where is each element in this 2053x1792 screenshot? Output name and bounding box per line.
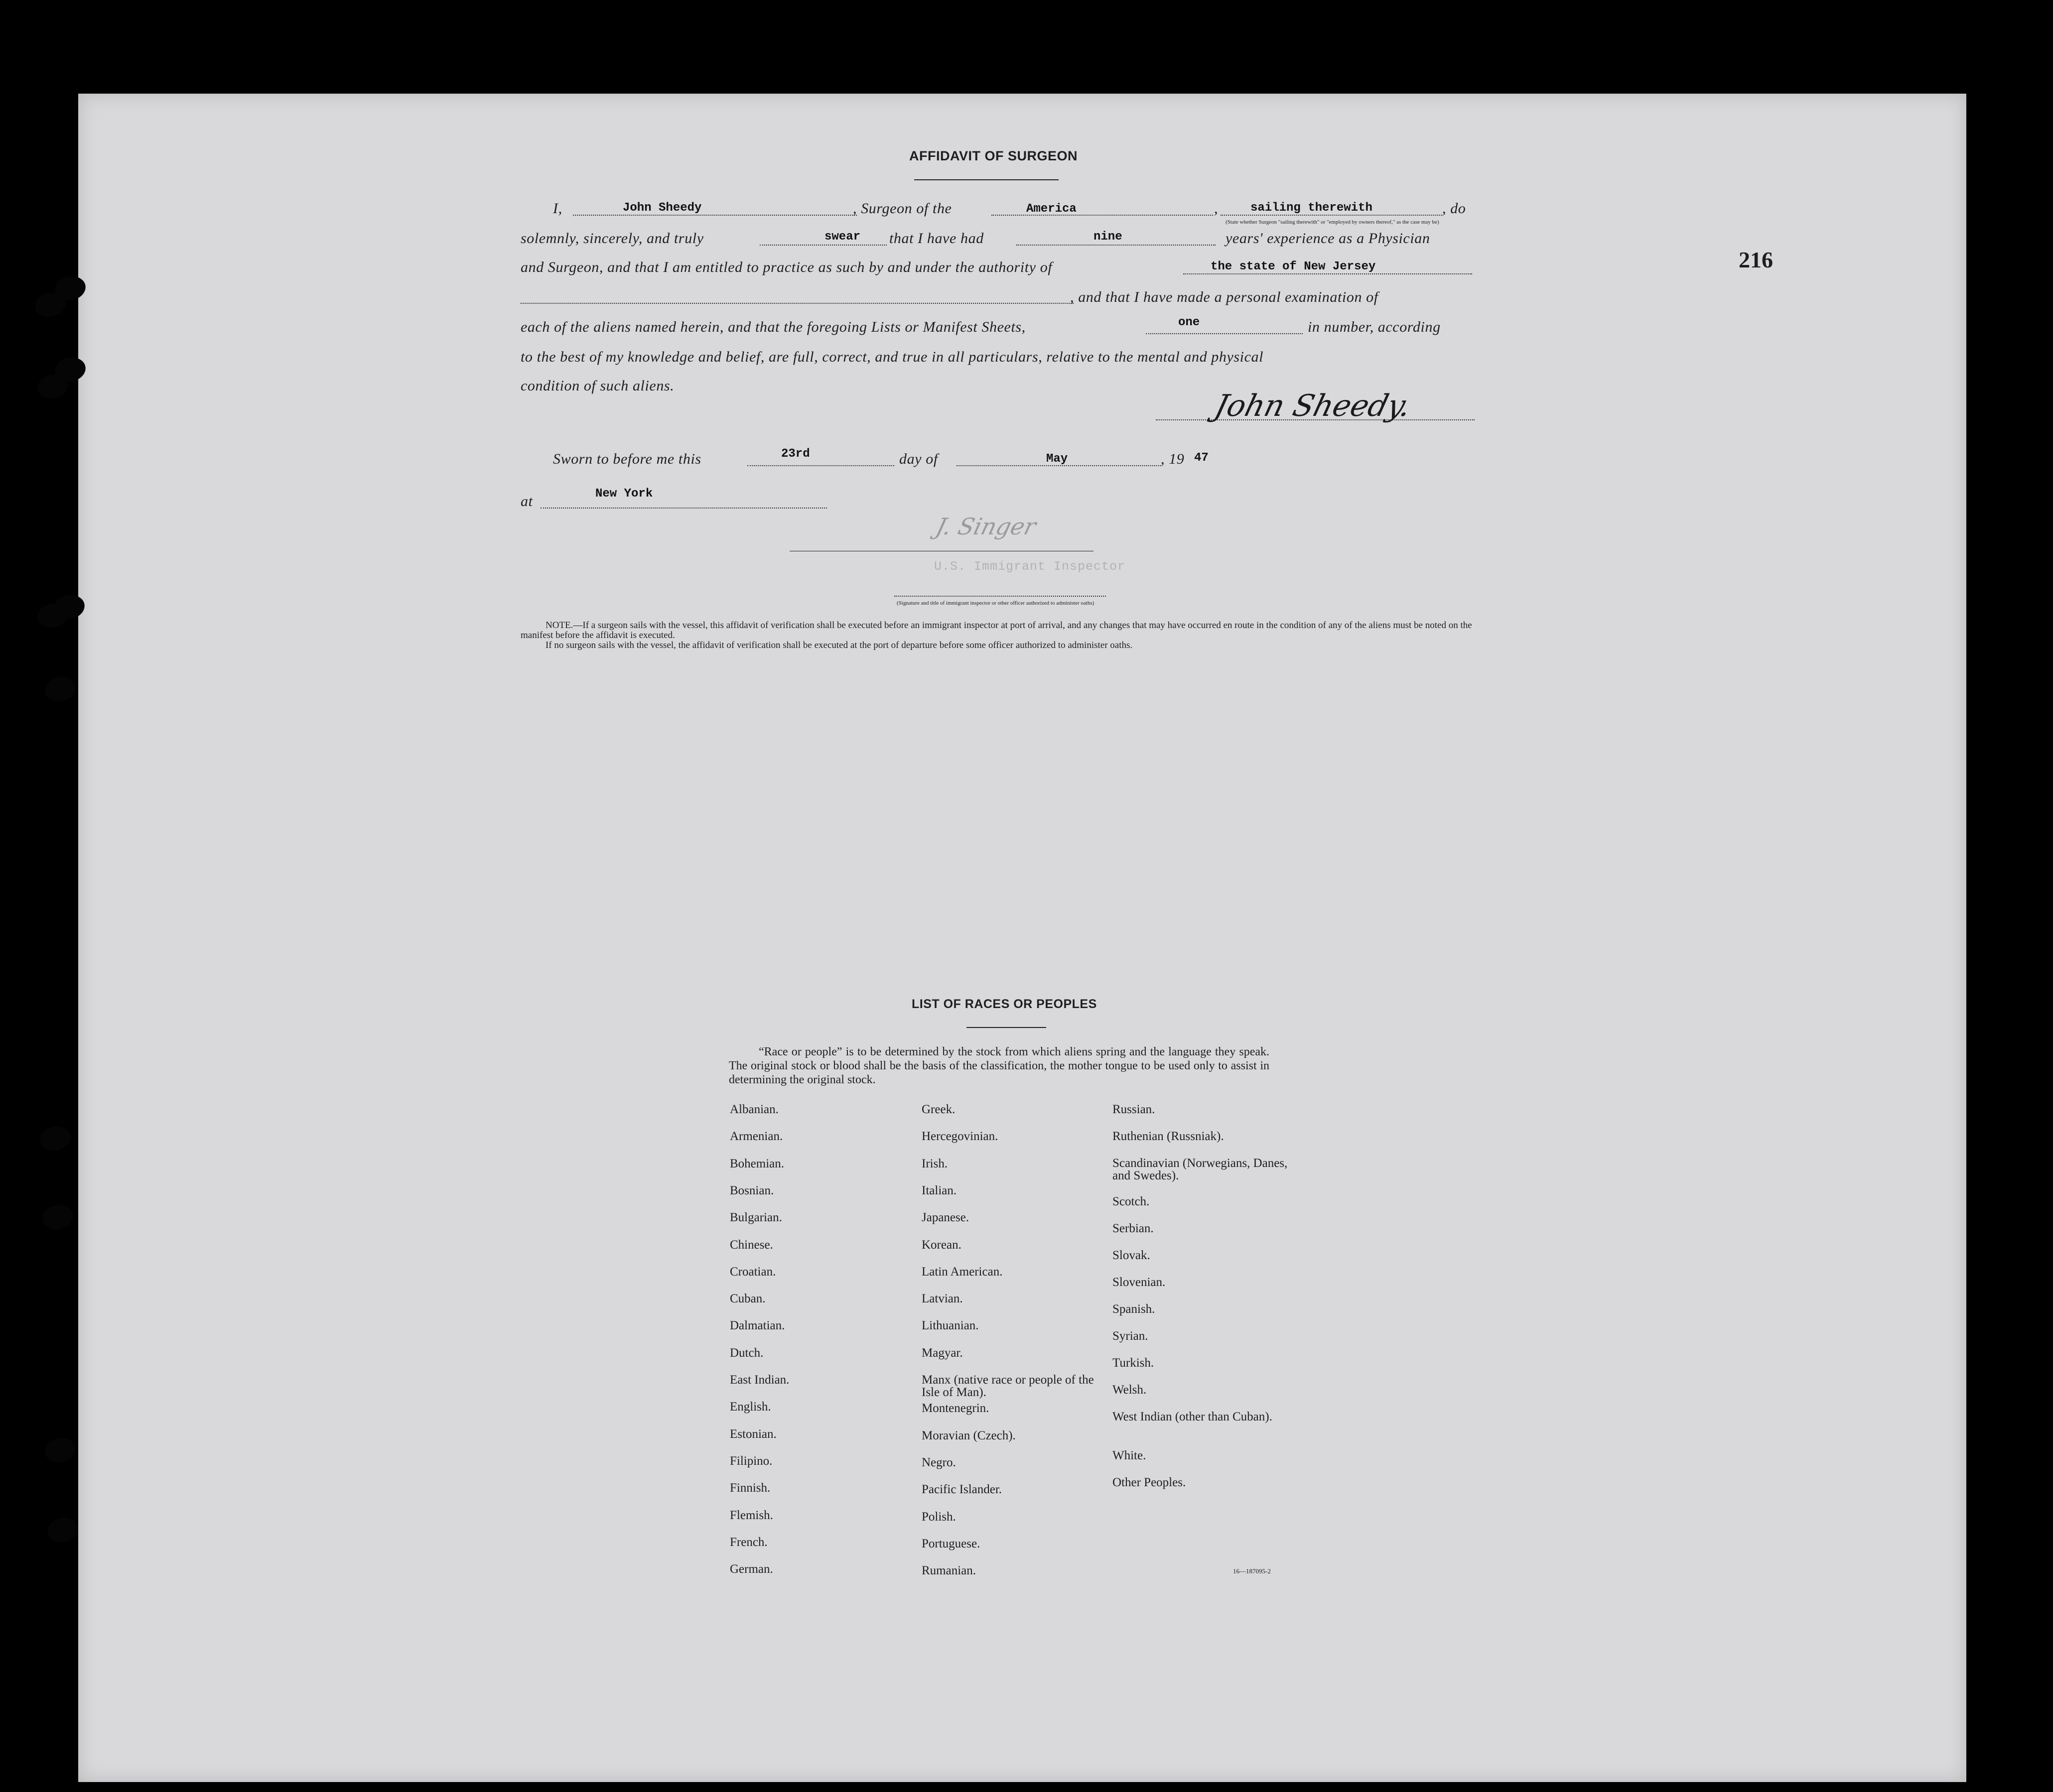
sheet-count: one — [1178, 316, 1200, 329]
line2-text-a: solemnly, sincerely, and truly — [521, 230, 704, 247]
race-item: Albanian. — [730, 1103, 779, 1116]
punch-hole — [45, 1515, 81, 1545]
line3-text: and Surgeon, and that I am entitled to practice as such by and under the authority of — [521, 259, 1053, 275]
authority-line-2 — [521, 303, 1074, 304]
race-item: Slovenian. — [1112, 1276, 1166, 1289]
race-item: Irish. — [922, 1157, 948, 1170]
races-title: LIST OF RACES OR PEOPLES — [912, 997, 1097, 1011]
race-item: Dalmatian. — [730, 1319, 785, 1332]
surgeon-name-line — [573, 215, 857, 216]
race-item: Lithuanian. — [922, 1319, 979, 1332]
sworn-prefix: Sworn to before me this — [553, 451, 701, 467]
form-code: 16—187095-2 — [1233, 1567, 1271, 1575]
race-item: Slovak. — [1112, 1249, 1150, 1262]
race-item: Bosnian. — [730, 1184, 774, 1197]
status-note: (State whether Surgeon "sailing therewith" or "employed by owners thereof," as the case may be) — [1226, 219, 1439, 225]
affidavit-title: AFFIDAVIT OF SURGEON — [909, 148, 1078, 163]
sworn-day-of: day of — [899, 451, 938, 467]
line6-text: to the best of my knowledge and belief, are full, correct, and true in all particulars, relative to the mental and physical — [521, 349, 1264, 365]
race-item: Hercegovinian. — [922, 1130, 998, 1143]
oath-word: swear — [824, 230, 861, 244]
race-item: Spanish. — [1112, 1302, 1155, 1316]
line2-text-b: that I have had — [889, 230, 984, 247]
line2-text-c: years' experience as a Physician — [1226, 230, 1430, 247]
count-line — [1146, 333, 1303, 334]
race-item: Turkish. — [1112, 1356, 1154, 1370]
race-item: Pacific Islander. — [922, 1483, 1002, 1496]
line7-text: condition of such aliens. — [521, 378, 675, 394]
inspector-signature: J. Singer — [933, 513, 1039, 540]
race-item: White. — [1112, 1449, 1146, 1462]
vessel-name: America — [1026, 202, 1077, 216]
at-label: at — [521, 493, 533, 510]
page-number: 216 — [1739, 247, 1773, 272]
race-item: Montenegrin. — [922, 1402, 989, 1415]
race-item: Chinese. — [730, 1238, 773, 1252]
race-item: Rumanian. — [922, 1564, 976, 1577]
surgeon-of-the-text: , Surgeon of the — [853, 200, 952, 217]
race-item: Magyar. — [922, 1346, 963, 1360]
punch-hole — [40, 1202, 76, 1232]
punch-hole — [38, 1124, 73, 1153]
race-item: Scandinavian (Norwegians, Danes, and Swedes). — [1112, 1156, 1288, 1182]
race-item: Portuguese. — [922, 1537, 980, 1550]
race-item: Negro. — [922, 1456, 956, 1469]
surgeon-signature: John Sheedy. — [1211, 388, 1415, 423]
authority-line — [1183, 273, 1472, 274]
inspector-title: U.S. Immigrant Inspector — [934, 559, 1126, 574]
document-sheet — [78, 94, 1966, 1782]
sworn-month: May — [1046, 452, 1068, 466]
race-item: Moravian (Czech). — [922, 1429, 1016, 1442]
punch-hole — [43, 674, 78, 704]
race-item: Greek. — [922, 1103, 956, 1116]
race-item: Flemish. — [730, 1509, 773, 1522]
line5-text-b: in number, according — [1308, 319, 1441, 335]
races-intro: “Race or people” is to be determined by the stock from which aliens spring and the language they speak. The original stock or blood shall be the basis of the classification, the mother tongue to be used only to assist in determining the original stock. — [729, 1045, 1269, 1086]
race-item: Welsh. — [1112, 1383, 1147, 1397]
race-item: Russian. — [1112, 1103, 1155, 1116]
race-item: Scotch. — [1112, 1195, 1150, 1208]
punch-hole — [43, 1435, 78, 1465]
race-item: Other Peoples. — [1112, 1476, 1186, 1489]
line5-text-a: each of the aliens named herein, and that the foregoing Lists or Manifest Sheets, — [521, 319, 1026, 335]
race-item: Latin American. — [922, 1265, 1003, 1279]
race-item: Finnish. — [730, 1481, 771, 1495]
sworn-day: 23rd — [781, 447, 810, 461]
race-item: Filipino. — [730, 1454, 773, 1468]
race-item: Armenian. — [730, 1130, 783, 1143]
race-item: Korean. — [922, 1238, 961, 1252]
race-item: Cuban. — [730, 1292, 766, 1305]
race-item: Serbian. — [1112, 1222, 1154, 1235]
authority-value: the state of New Jersey — [1211, 260, 1376, 273]
sworn-day-line — [747, 465, 894, 466]
race-item: German. — [730, 1562, 773, 1576]
at-place: New York — [595, 487, 653, 501]
race-item: Manx (native race or people of the Isle of Man). — [922, 1373, 1094, 1399]
race-item: Bulgarian. — [730, 1211, 782, 1224]
race-item: Latvian. — [922, 1292, 963, 1305]
affidavit-note: NOTE.—If a surgeon sails with the vessel, this affidavit of verification shall be executed before an immigrant inspector at port of arrival, and any changes that may have occurred en route in the condition of any of the aliens must be noted on the manifest before the affidavit is executed. — [521, 620, 1472, 640]
status-line — [1221, 215, 1442, 216]
race-item: Ruthenian (Russniak). — [1112, 1130, 1224, 1143]
title-underline — [914, 179, 1059, 180]
years-line — [1016, 245, 1216, 246]
surgeon-name: John Sheedy — [623, 201, 702, 215]
race-item: Japanese. — [922, 1211, 969, 1224]
signature-caption-line — [894, 596, 1106, 597]
races-title-underline — [966, 1027, 1046, 1028]
race-item: Dutch. — [730, 1346, 764, 1360]
race-item: Syrian. — [1112, 1329, 1148, 1343]
years-value: nine — [1094, 230, 1122, 244]
line1-comma: , — [1214, 200, 1219, 217]
race-item: Estonian. — [730, 1427, 777, 1441]
race-item: Polish. — [922, 1510, 956, 1524]
race-item: East Indian. — [730, 1373, 790, 1387]
surgeon-status: sailing therewith — [1250, 201, 1372, 215]
vessel-line — [991, 215, 1213, 216]
oath-line — [760, 245, 887, 246]
line4-text: , and that I have made a personal examination of — [1070, 289, 1378, 305]
race-item: West Indian (other than Cuban). — [1112, 1410, 1272, 1423]
race-item: Croatian. — [730, 1265, 776, 1279]
affidavit-note-2: If no surgeon sails with the vessel, the affidavit of verification shall be executed at the port of departure before some officer authorized to administer oaths. — [546, 640, 1133, 650]
race-item: Italian. — [922, 1184, 957, 1197]
sworn-year-suffix: 47 — [1194, 451, 1209, 465]
signature-caption: (Signature and title of immigrant inspector or other officer authorized to administer oaths) — [897, 600, 1095, 606]
race-item: French. — [730, 1536, 768, 1549]
race-item: Bohemian. — [730, 1157, 785, 1170]
at-place-line — [541, 508, 827, 509]
sworn-year-prefix: , 19 — [1161, 451, 1185, 467]
line1-do: , do — [1442, 200, 1466, 217]
race-item: English. — [730, 1400, 771, 1413]
affidavit-i: I, — [553, 200, 562, 217]
